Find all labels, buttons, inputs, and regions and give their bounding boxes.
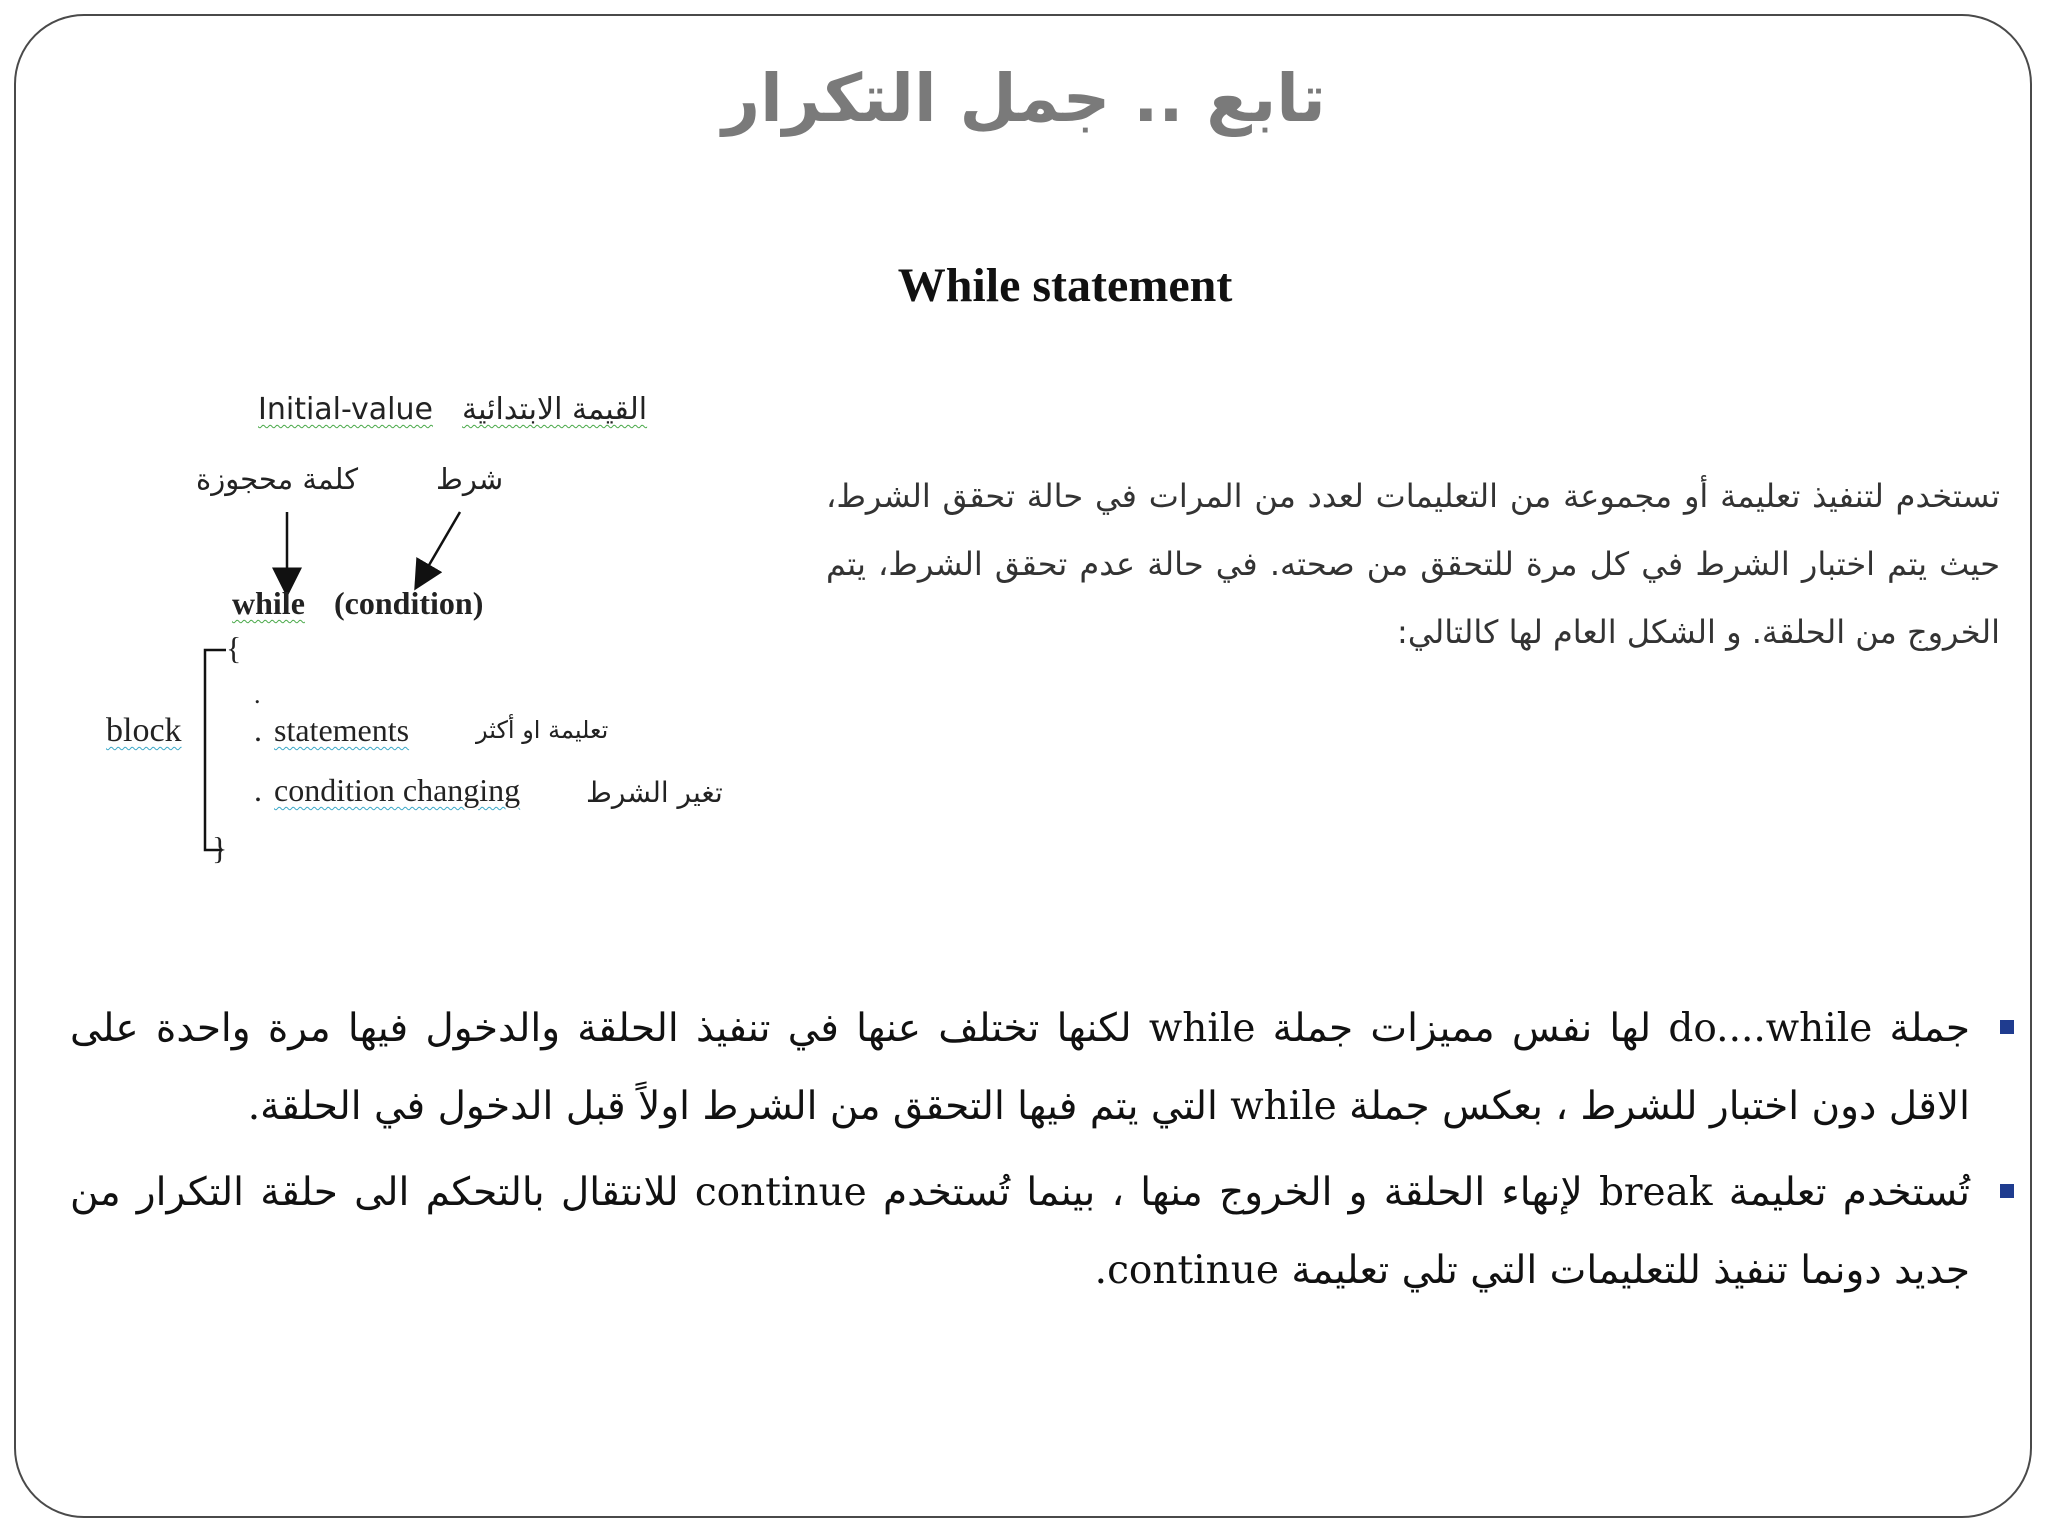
condition-keyword: (condition) bbox=[334, 585, 484, 621]
keyword-label: كلمة محجوزة bbox=[196, 462, 359, 496]
open-brace: { bbox=[226, 630, 242, 666]
section-subtitle: While statement bbox=[897, 259, 1233, 312]
initial-value-en: Initial-value bbox=[258, 392, 433, 427]
condition-changing-label: condition changing bbox=[274, 772, 521, 808]
initial-value-ar: القيمة الابتدائية bbox=[462, 392, 648, 427]
bullet-square-icon bbox=[2000, 1020, 2014, 1034]
block-label: block bbox=[106, 712, 182, 749]
condition-label: شرط bbox=[436, 462, 504, 496]
bullet-text: تُستخدم تعليمة break لإنهاء الحلقة و الخروج منها ، بينما تُستخدم continue للانتقال بالتحكم الى حلقة التكرار من جديد دونما تنفيذ للتعليمات التي تلي تعليمة continue. bbox=[70, 1170, 1971, 1293]
while-keyword: while bbox=[232, 585, 305, 621]
condition-changing-ar: تغير الشرط bbox=[586, 776, 723, 809]
bullet-text: جملة do....while لها نفس مميزات جملة while لكنها تختلف عنها في تنفيذ الحلقة والدخول فيها مرة واحدة على الاقل دون اختبار للشرط ، بعكس جملة while التي يتم فيها التحقق من الشرط اولاً قبل الدخول في الحلقة. bbox=[70, 1006, 1971, 1129]
dot-line: . bbox=[254, 680, 261, 709]
intro-paragraph: تستخدم لتنفيذ تعليمة أو مجموعة من التعليمات لعدد من المرات في حالة تحقق الشرط، حيث يتم اختبار الشرط في كل مرة للتحقق من صحته. في حالة عدم تحقق الشرط، يتم الخروج من الحلقة. و الشكل العام لها كالتالي: bbox=[826, 477, 2000, 651]
bullet-list bbox=[70, 990, 2048, 1318]
bullet-square-icon bbox=[2000, 1184, 2014, 1198]
bullet-item-do-while bbox=[70, 990, 1970, 1146]
statements-ar: تعليمة او أكثر bbox=[476, 716, 609, 744]
statements-label: statements bbox=[274, 712, 410, 748]
condition-changing-dot: . bbox=[254, 772, 262, 808]
close-brace: } bbox=[212, 830, 228, 866]
slide-title: تابع .. جمل التكرار bbox=[722, 60, 1326, 137]
statements-dot: . bbox=[254, 712, 262, 748]
bullet-item-break-continue bbox=[70, 1154, 1970, 1310]
